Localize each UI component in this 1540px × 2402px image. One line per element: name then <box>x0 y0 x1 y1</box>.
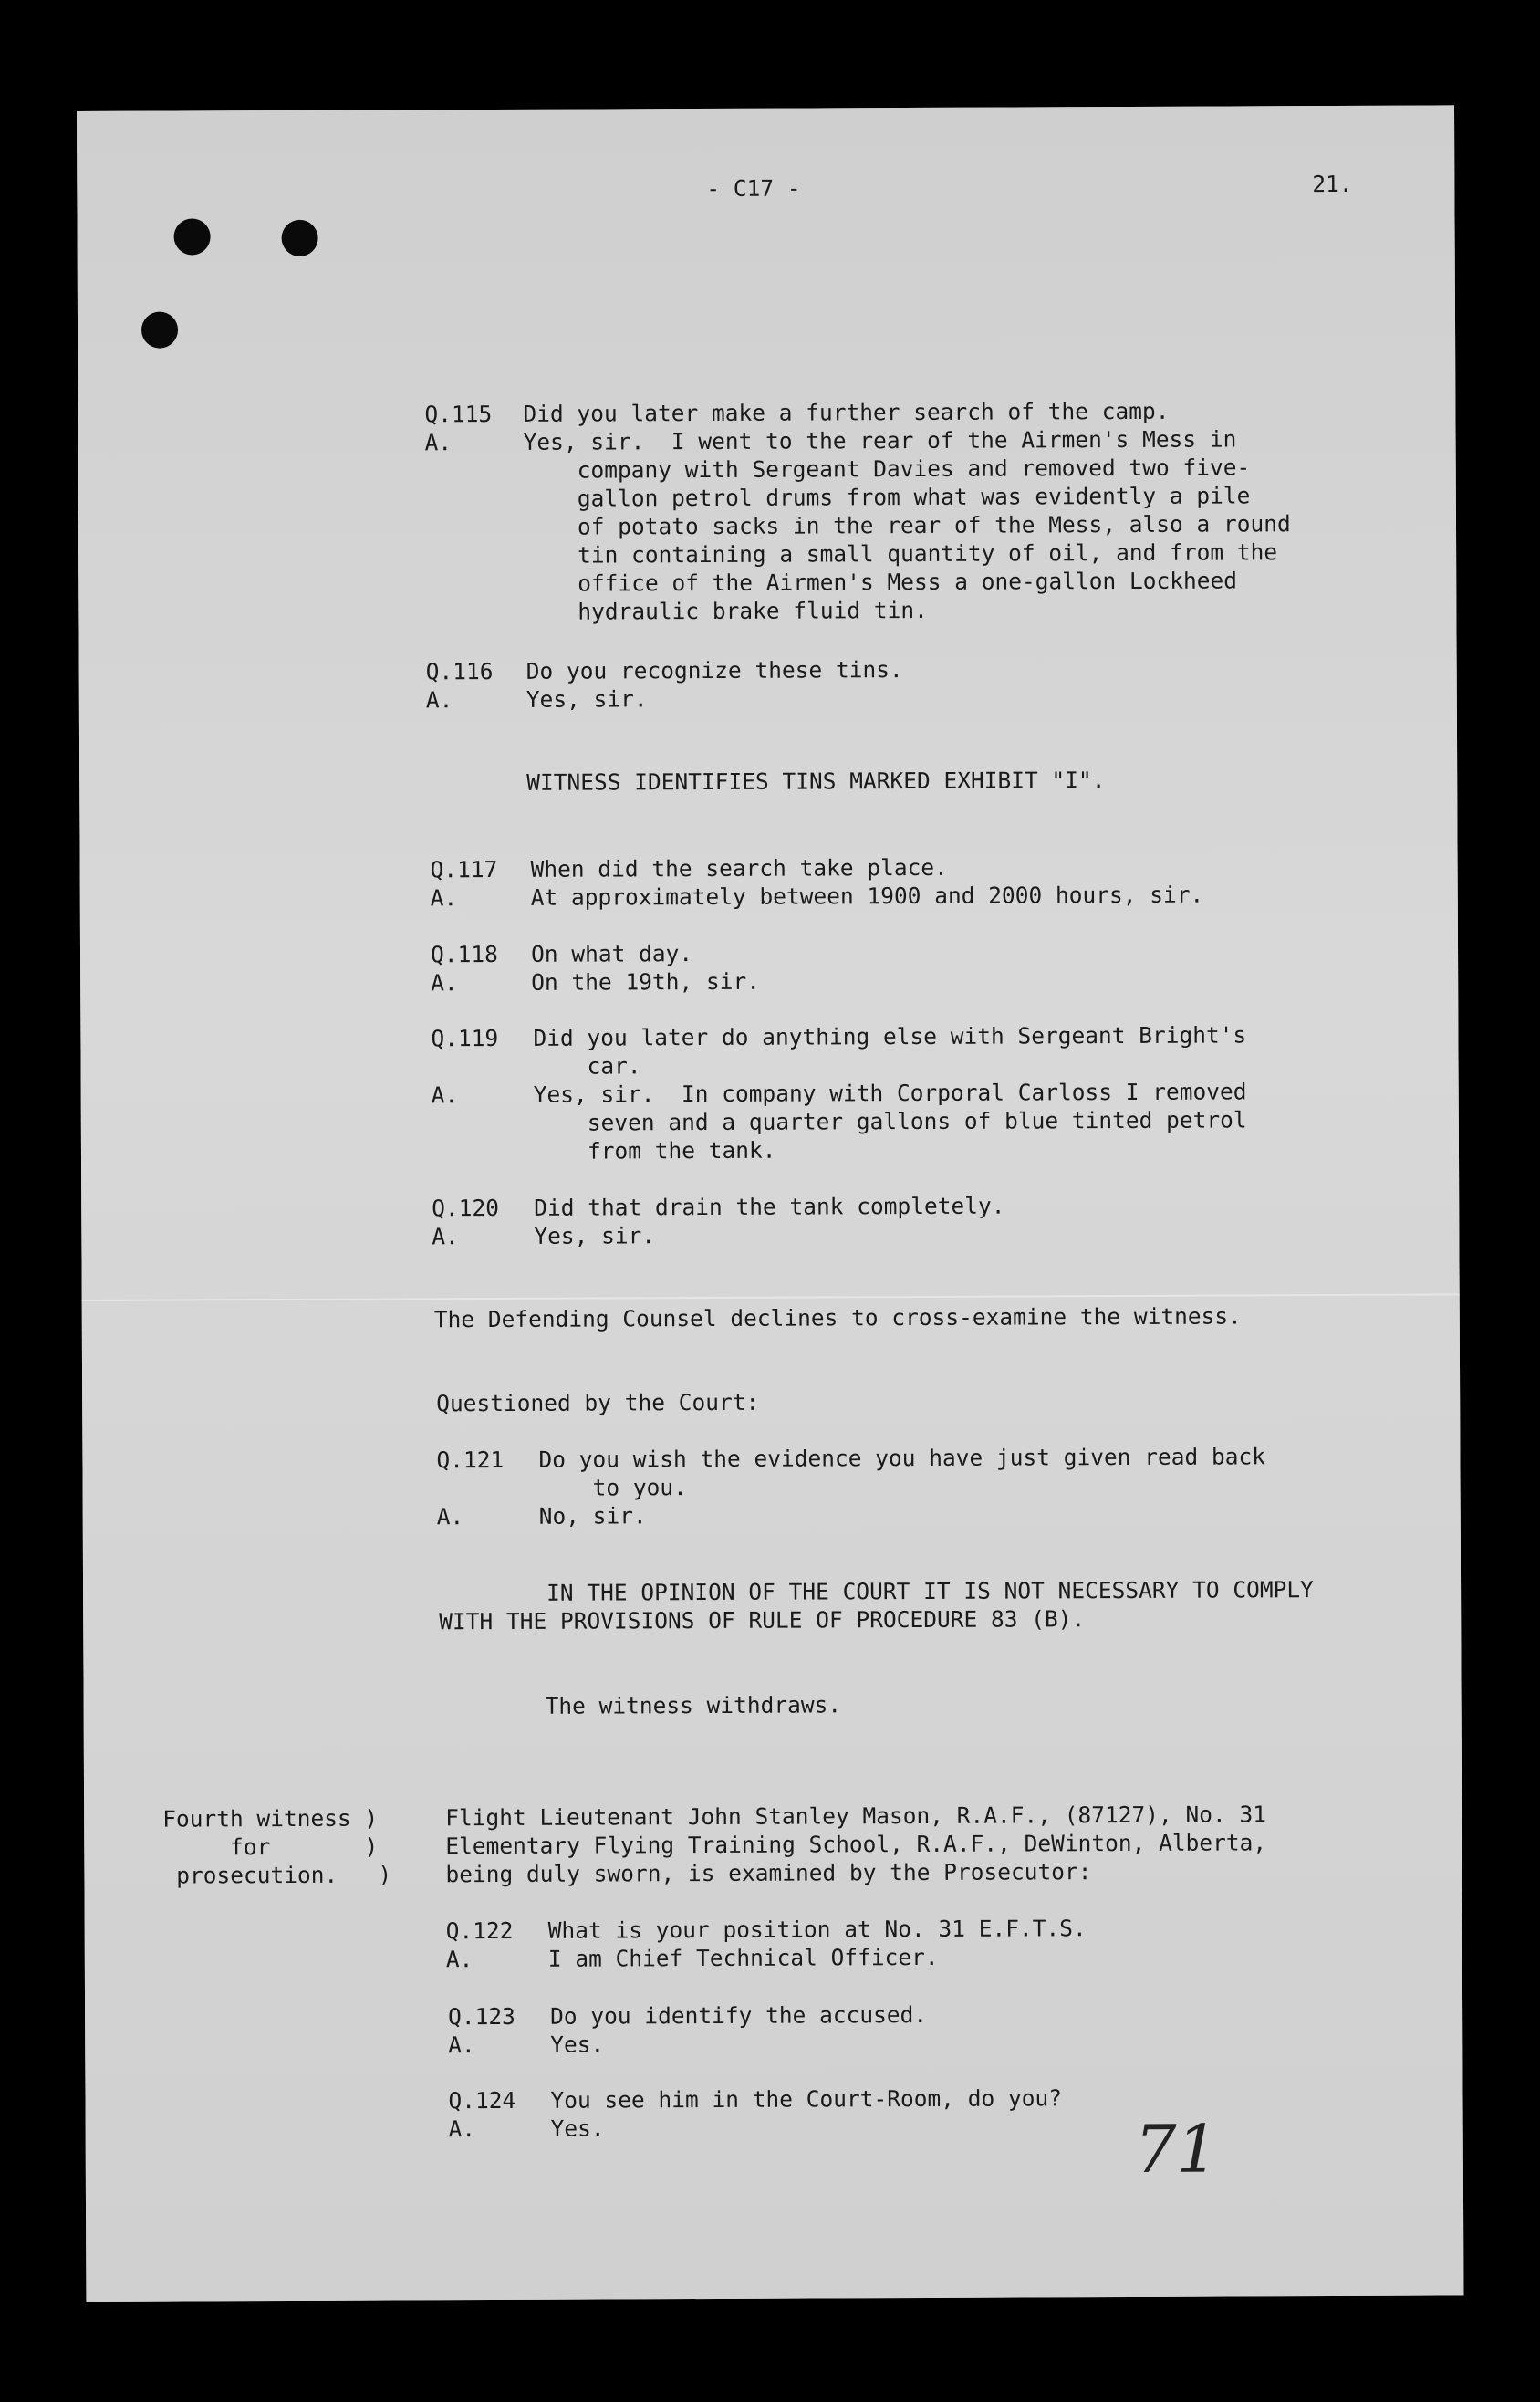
document-page <box>77 105 1463 2302</box>
answer-line: Yes, sir. <box>525 685 648 713</box>
answer-label: A. <box>448 2115 476 2143</box>
answer-line: No, sir. <box>538 1502 647 1530</box>
witness-withdraws: The witness withdraws. <box>545 1691 842 1719</box>
answer-line: Yes. <box>550 2115 605 2142</box>
question-text: to you. <box>538 1474 687 1501</box>
question-number: Q.122 <box>445 1916 514 1945</box>
court-opinion-line: WITH THE PROVISIONS OF RULE OF PROCEDURE 83 (B). <box>439 1605 1086 1635</box>
question-number: Q.119 <box>431 1024 499 1052</box>
answer-line: Yes, sir. <box>534 1222 656 1249</box>
answer-line: On the 19th, sir. <box>531 967 760 996</box>
defending-counsel-note: The Defending Counsel declines to cross-examine the witness. <box>433 1302 1242 1333</box>
question-number: Q.117 <box>430 855 498 883</box>
margin-note-line: for ) <box>162 1833 379 1861</box>
answer-line: hydraulic brake fluid tin. <box>524 596 928 625</box>
answer-label: A. <box>431 969 458 997</box>
question-number: Q.123 <box>448 2002 515 2031</box>
answer-line: Yes, sir. In company with Corporal Carloss I removed <box>533 1078 1247 1108</box>
question-text: You see him in the Court-Room, do you? <box>550 2084 1063 2114</box>
answer-label: A. <box>448 2031 475 2059</box>
answer-label: A. <box>445 1946 473 1973</box>
question-number: Q.121 <box>436 1446 505 1474</box>
margin-note-line: prosecution. ) <box>162 1861 392 1889</box>
question-number: Q.124 <box>448 2086 516 2115</box>
answer-line: gallon petrol drums from what was evidently a pile <box>523 482 1251 512</box>
question-text: Do you wish the evidence you have just given read back <box>538 1443 1266 1473</box>
answer-label: A. <box>430 884 458 912</box>
answer-line: company with Sergeant Davies and removed two five- <box>523 454 1251 484</box>
answer-line: tin containing a small quantity of oil, and from the <box>524 538 1278 569</box>
question-text: Did you later make a further search of the camp. <box>523 397 1170 427</box>
question-text: Do you identify the accused. <box>550 2000 928 2030</box>
answer-label: A. <box>424 429 453 456</box>
question-text: Do you recognize these tins. <box>525 656 903 684</box>
question-text: Did you later do anything else with Sergeant Bright's <box>533 1021 1247 1051</box>
punch-hole-icon <box>282 220 318 256</box>
handwritten-mark: 71 <box>1134 2110 1219 2188</box>
answer-line: Yes. <box>550 2031 605 2058</box>
answer-line: Yes, sir. I went to the rear of the Airmen's Mess in <box>523 425 1237 455</box>
witness-intro-line: Elementary Flying Training School, R.A.F., DeWinton, Alberta, <box>445 1829 1267 1860</box>
answer-line: of potato sacks in the rear of the Mess, also a round <box>523 510 1291 540</box>
answer-line: seven and a quarter gallons of blue tinted petrol <box>533 1106 1247 1136</box>
witness-intro-line: being duly sworn, is examined by the Prosecutor: <box>445 1858 1092 1888</box>
court-opinion-line: IN THE OPINION OF THE COURT IT IS NOT NECESSARY TO COMPLY <box>439 1576 1314 1607</box>
answer-line: At approximately between 1900 and 2000 hours, sir. <box>530 881 1204 911</box>
question-number: Q.115 <box>424 401 493 428</box>
question-text: Did that drain the tank completely. <box>534 1192 1005 1221</box>
witness-intro-line: Flight Lieutenant John Stanley Mason, R.A.F., (87127), No. 31 <box>445 1801 1266 1832</box>
answer-label: A. <box>425 686 453 714</box>
punch-hole-icon <box>141 312 178 349</box>
exhibit-note: WITNESS IDENTIFIES TINS MARKED EXHIBIT "I". <box>526 767 1106 796</box>
page-header-center: - C17 - <box>706 174 801 202</box>
question-text: What is your position at No. 31 E.F.T.S. <box>547 1915 1087 1944</box>
question-text: On what day. <box>530 940 693 967</box>
answer-label: A. <box>432 1223 459 1250</box>
page-fold-line <box>82 1293 1460 1301</box>
question-number: Q.120 <box>432 1194 500 1222</box>
question-number: Q.118 <box>430 940 498 968</box>
page-number: 21. <box>1312 170 1353 198</box>
question-text: car. <box>533 1052 641 1080</box>
punch-hole-icon <box>174 218 211 255</box>
question-text: When did the search take place. <box>530 853 948 882</box>
margin-note-line: Fourth witness ) <box>162 1804 379 1833</box>
answer-line: from the tank. <box>533 1136 776 1164</box>
answer-line: office of the Airmen's Mess a one-gallon Lockheed <box>524 567 1238 597</box>
answer-line: I am Chief Technical Officer. <box>547 1943 939 1972</box>
question-number: Q.116 <box>425 658 494 685</box>
answer-label: A. <box>431 1081 459 1109</box>
questioned-by-court: Questioned by the Court: <box>436 1388 760 1417</box>
answer-label: A. <box>436 1503 464 1530</box>
